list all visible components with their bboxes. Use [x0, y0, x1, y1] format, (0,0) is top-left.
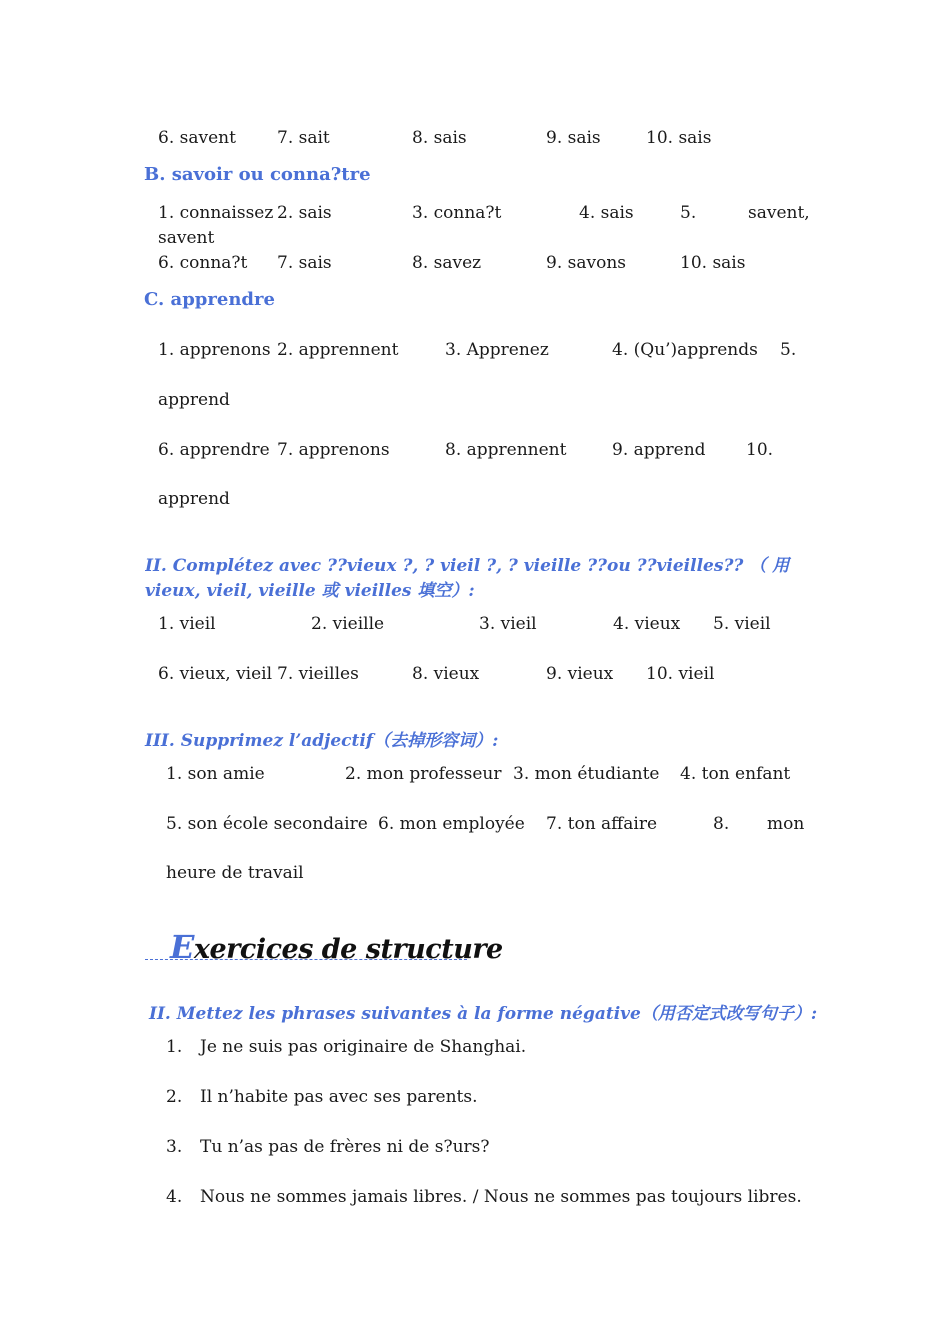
answer-top-10: 10. sais: [646, 128, 712, 148]
section-c-answer-5-num: 5.: [780, 340, 797, 360]
section-iii-answer-2: 2. mon professeur: [345, 764, 502, 784]
structure-item-3-text: Tu n’as pas de frères ni de s?urs?: [200, 1137, 490, 1157]
section-c-answer-9: 9. apprend: [612, 440, 706, 460]
answer-top-8: 8. sais: [412, 128, 467, 148]
section-c-heading: C. apprendre: [144, 289, 275, 310]
structure-item-2-text: Il n’habite pas avec ses parents.: [200, 1087, 478, 1107]
section-c-answer-3: 3. Apprenez: [445, 340, 549, 360]
section-ii-answer-6: 6. vieux, vieil: [158, 664, 273, 684]
section-ii-answer-9: 9. vieux: [546, 664, 614, 684]
answer-top-6: 6. savent: [158, 128, 236, 148]
structure-item-3-number: 3.: [166, 1137, 183, 1157]
section-c-answer-7: 7. apprenons: [277, 440, 390, 460]
section-ii-answer-4: 4. vieux: [613, 614, 681, 634]
section-b-answer-5-num: 5.: [680, 203, 697, 223]
section-ii-answer-3: 3. vieil: [479, 614, 537, 634]
section-c-answer-2: 2. apprennent: [277, 340, 399, 360]
section-c-answer-10-wrap: apprend: [158, 489, 230, 509]
section-b-answer-10: 10. sais: [680, 253, 746, 273]
section-iii-answer-6: 6. mon employée: [378, 814, 525, 834]
section-ii-answer-5: 5. vieil: [713, 614, 771, 634]
structure-item-1-text: Je ne suis pas originaire de Shanghai.: [200, 1037, 527, 1057]
section-ii-answer-1: 1. vieil: [158, 614, 216, 634]
section-ii-heading-line1: II. Complétez avec ??vieux ?, ? vieil ?, ? vieille ??ou ??vieilles?? （ 用: [145, 556, 790, 576]
section-c-answer-4: 4. (Qu’)apprends: [612, 340, 758, 360]
section-c-answer-10-num: 10.: [746, 440, 774, 460]
answer-top-7: 7. sait: [277, 128, 330, 148]
section-b-answer-4: 4. sais: [579, 203, 634, 223]
section-b-answer-5-text: savent,: [748, 203, 810, 223]
section-iii-answer-5: 5. son école secondaire: [166, 814, 368, 834]
section-c-answer-6: 6. apprendre: [158, 440, 270, 460]
structure-title-cap: E: [170, 928, 194, 966]
structure-heading: II. Mettez les phrases suivantes à la forme négative（用否定式改写句子）:: [149, 1004, 818, 1024]
section-iii-answer-7: 7. ton affaire: [546, 814, 658, 834]
section-ii-answer-8: 8. vieux: [412, 664, 480, 684]
section-iii-answer-8-wrap: heure de travail: [166, 863, 304, 883]
section-b-answer-2: 2. sais: [277, 203, 332, 223]
section-iii-answer-8-num: 8.: [713, 814, 730, 834]
section-ii-answer-7: 7. vieilles: [277, 664, 359, 684]
section-c-answer-1: 1. apprenons: [158, 340, 271, 360]
structure-item-2-number: 2.: [166, 1087, 183, 1107]
section-iii-answer-3: 3. mon étudiante: [513, 764, 660, 784]
section-c-answer-8: 8. apprennent: [445, 440, 567, 460]
section-ii-heading-line2: vieux, vieil, vieille 或 vieilles 填空）:: [145, 581, 475, 601]
section-b-answer-1: 1. connaissez: [158, 203, 274, 223]
structure-item-4-text: Nous ne sommes jamais libres. / Nous ne sommes pas toujours libres.: [200, 1187, 802, 1207]
section-c-answer-5-wrap: apprend: [158, 390, 230, 410]
section-b-answer-7: 7. sais: [277, 253, 332, 273]
structure-title: [170, 928, 503, 966]
section-b-answer-9: 9. savons: [546, 253, 626, 273]
section-iii-answer-4: 4. ton enfant: [680, 764, 791, 784]
structure-item-1-number: 1.: [166, 1037, 183, 1057]
structure-item-4-number: 4.: [166, 1187, 183, 1207]
section-iii-answer-1: 1. son amie: [166, 764, 265, 784]
section-b-answer-3: 3. conna?t: [412, 203, 502, 223]
section-b-answer-5-wrap: savent: [158, 228, 215, 248]
section-ii-answer-10: 10. vieil: [646, 664, 715, 684]
answer-top-9: 9. sais: [546, 128, 601, 148]
section-ii-answer-2: 2. vieille: [311, 614, 385, 634]
section-b-heading: B. savoir ou conna?tre: [144, 164, 371, 185]
section-b-answer-8: 8. savez: [412, 253, 482, 273]
structure-title-rest: xercices de structure: [193, 934, 503, 965]
section-b-answer-6: 6. conna?t: [158, 253, 248, 273]
section-iii-heading: III. Supprimez l’adjectif（去掉形容词）:: [145, 731, 499, 751]
structure-title-underline: [145, 959, 467, 960]
section-iii-answer-8-text: mon: [767, 814, 805, 834]
